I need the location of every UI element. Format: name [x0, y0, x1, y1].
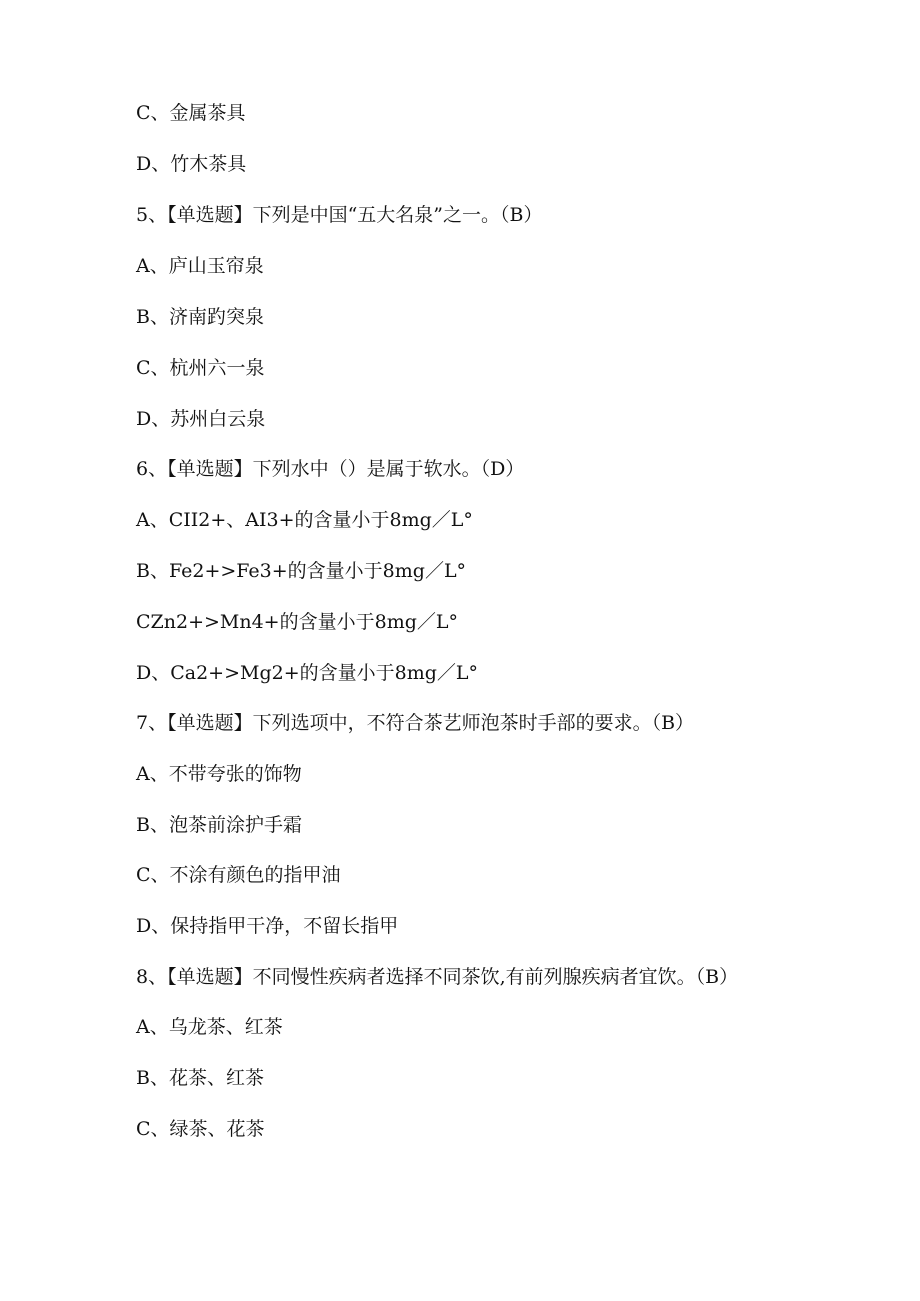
q6-option-b: B、Fe2+>Fe3+的含量小于8mg／L°: [136, 560, 467, 582]
q5-option-c: C、杭州六一泉: [136, 357, 265, 379]
question-7: 7、【单选题】下列选项中，不符合茶艺师泡茶时手部的要求。（B）: [136, 712, 695, 734]
q7-option-c: C、不涂有颜色的指甲油: [136, 864, 341, 886]
q5-option-d: D、苏州白云泉: [136, 408, 266, 430]
q7-option-d: D、保持指甲干净，不留长指甲: [136, 915, 399, 937]
q4-option-c: C、金属茶具: [136, 102, 246, 124]
q7-option-a: A、不带夸张的饰物: [136, 763, 302, 785]
question-5: 5、【单选题】下列是中国“五大名泉”之一。（B）: [136, 204, 543, 226]
q6-option-c: CZn2+>Mn4+的含量小于8mg／L°: [136, 611, 458, 633]
q5-option-a: A、庐山玉帘泉: [136, 255, 264, 277]
q8-option-c: C、绿茶、花茶: [136, 1118, 265, 1140]
q5-option-b: B、济南趵突泉: [136, 306, 264, 328]
q8-option-a: A、乌龙茶、红茶: [136, 1016, 283, 1038]
q6-option-d: D、Ca2+>Mg2+的含量小于8mg／L°: [136, 662, 479, 684]
q6-option-a: A、CII2+、AI3+的含量小于8mg／L°: [136, 509, 473, 531]
q4-option-d: D、竹木茶具: [136, 153, 247, 175]
question-8: 8、【单选题】不同慢性疾病者选择不同茶饮,有前列腺疾病者宜饮。（B）: [136, 966, 739, 988]
q8-option-b: B、花茶、红茶: [136, 1067, 264, 1089]
question-6: 6、【单选题】下列水中（）是属于软水。（D）: [136, 458, 525, 480]
q7-option-b: B、泡茶前涂护手霜: [136, 814, 302, 836]
